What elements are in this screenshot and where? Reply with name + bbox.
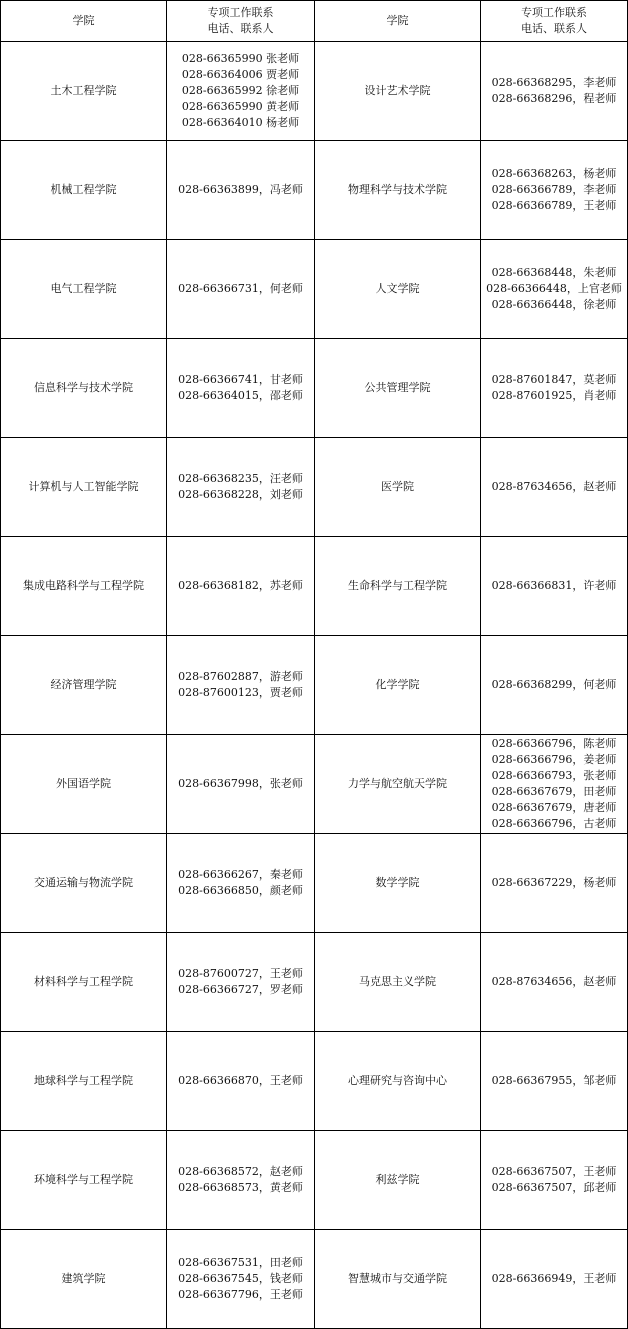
college-name-cell: 化学学院 xyxy=(315,636,481,735)
contact-cell xyxy=(167,735,315,834)
contact-line: 028-87602887，游老师 xyxy=(178,670,303,683)
contact-cell xyxy=(481,339,628,438)
header-contact-line2: 电话、联系人 xyxy=(207,22,274,35)
contact-cell xyxy=(167,636,315,735)
contact-cell xyxy=(167,933,315,1032)
college-name-cell: 生命科学与工程学院 xyxy=(315,537,481,636)
college-name-cell: 外国语学院 xyxy=(1,735,167,834)
contact-cell xyxy=(167,1032,315,1131)
college-name-cell: 经济管理学院 xyxy=(1,636,167,735)
contact-line: 028-66365990 黄老师 xyxy=(181,100,300,113)
college-name-cell: 公共管理学院 xyxy=(315,339,481,438)
contact-line: 028-87601925，肖老师 xyxy=(491,389,617,402)
contact-cell xyxy=(481,1230,628,1329)
contact-line: 028-66366949，王老师 xyxy=(491,1272,617,1285)
table-row xyxy=(1,339,628,438)
table-row xyxy=(1,438,628,537)
contact-line: 028-66366789，李老师 xyxy=(491,183,617,196)
contact-line: 028-66366267，秦老师 xyxy=(178,868,303,881)
contact-cell xyxy=(481,1131,628,1230)
table-row xyxy=(1,933,628,1032)
contact-line: 028-66366850，颜老师 xyxy=(178,884,303,897)
contact-line: 028-66367545，钱老师 xyxy=(178,1272,303,1285)
header-contact-line1: 专项工作联系 xyxy=(207,6,274,19)
contact-line: 028-66366870，王老师 xyxy=(178,1074,303,1087)
college-name-cell: 力学与航空航天学院 xyxy=(315,735,481,834)
contact-cell xyxy=(167,537,315,636)
college-name-cell: 医学院 xyxy=(315,438,481,537)
contact-cell xyxy=(167,438,315,537)
table-row xyxy=(1,537,628,636)
header-contact-line1: 专项工作联系 xyxy=(521,6,587,19)
contact-cell xyxy=(481,735,628,834)
college-name-cell: 环境科学与工程学院 xyxy=(1,1131,167,1230)
header-college: 学院 xyxy=(315,1,481,42)
contact-line: 028-66367679，田老师 xyxy=(491,785,617,798)
header-row xyxy=(1,1,628,42)
contact-line: 028-66368228，刘老师 xyxy=(178,488,303,501)
header-contact xyxy=(481,1,628,42)
college-name-cell: 建筑学院 xyxy=(1,1230,167,1329)
contact-line: 028-66368448，朱老师 xyxy=(491,266,617,279)
contact-line: 028-66366796，姜老师 xyxy=(491,753,617,766)
table-row xyxy=(1,1230,628,1329)
college-name-cell: 数学学院 xyxy=(315,834,481,933)
college-name-cell: 交通运输与物流学院 xyxy=(1,834,167,933)
college-name-cell: 马克思主义学院 xyxy=(315,933,481,1032)
college-name-cell: 集成电路科学与工程学院 xyxy=(1,537,167,636)
contact-line: 028-66367955，邹老师 xyxy=(491,1074,617,1087)
contact-line: 028-66368299，何老师 xyxy=(491,678,617,691)
contact-cell xyxy=(481,834,628,933)
table-row xyxy=(1,735,628,834)
contact-line: 028-87634656，赵老师 xyxy=(491,480,617,493)
header-contact-line2: 电话、联系人 xyxy=(521,22,587,35)
contact-line: 028-87600123，贾老师 xyxy=(178,686,303,699)
contact-line: 028-66366731，何老师 xyxy=(178,282,303,295)
contact-line: 028-66365992 徐老师 xyxy=(181,84,300,97)
college-name-cell: 地球科学与工程学院 xyxy=(1,1032,167,1131)
contact-cell xyxy=(481,42,628,141)
contact-line: 028-66368263，杨老师 xyxy=(491,167,617,180)
contact-line: 028-87601847，莫老师 xyxy=(491,373,617,386)
contact-line: 028-66366448，上官老师 xyxy=(486,282,622,295)
contact-line: 028-66366741，甘老师 xyxy=(178,373,303,386)
college-name-cell: 人文学院 xyxy=(315,240,481,339)
college-name-cell: 土木工程学院 xyxy=(1,42,167,141)
contact-line: 028-66366789，王老师 xyxy=(491,199,617,212)
college-name-cell: 设计艺术学院 xyxy=(315,42,481,141)
contact-cell xyxy=(481,438,628,537)
contact-line: 028-66367229，杨老师 xyxy=(491,876,617,889)
table-row xyxy=(1,834,628,933)
college-name-cell: 机械工程学院 xyxy=(1,141,167,240)
contact-line: 028-66364010 杨老师 xyxy=(181,116,300,129)
contact-line: 028-66368296，程老师 xyxy=(491,92,617,105)
contact-cell xyxy=(167,141,315,240)
contact-line: 028-66366831，许老师 xyxy=(491,579,617,592)
contact-line: 028-66366727，罗老师 xyxy=(178,983,303,996)
college-name-cell: 材料科学与工程学院 xyxy=(1,933,167,1032)
table-row xyxy=(1,141,628,240)
college-name-cell: 计算机与人工智能学院 xyxy=(1,438,167,537)
contact-cell xyxy=(481,636,628,735)
contact-cell xyxy=(167,240,315,339)
contact-cell xyxy=(167,1131,315,1230)
contact-line: 028-66366793，张老师 xyxy=(491,769,617,782)
header-contact xyxy=(167,1,315,42)
contact-line: 028-66366448，徐老师 xyxy=(491,298,617,311)
contact-line: 028-66367998，张老师 xyxy=(178,777,303,790)
contact-line: 028-66368182，苏老师 xyxy=(178,579,303,592)
contact-line: 028-66365990 张老师 xyxy=(181,52,300,65)
contact-line: 028-66368235，汪老师 xyxy=(178,472,303,485)
contact-line: 028-66367507，王老师 xyxy=(491,1165,617,1178)
contact-cell xyxy=(481,240,628,339)
college-name-cell: 心理研究与咨询中心 xyxy=(315,1032,481,1131)
contact-line: 028-66366796，古老师 xyxy=(491,817,617,830)
contact-line: 028-66368295，李老师 xyxy=(491,76,617,89)
contact-line: 028-66366796，陈老师 xyxy=(491,737,617,750)
table-row xyxy=(1,240,628,339)
contact-line: 028-66367679，唐老师 xyxy=(491,801,617,814)
contact-line: 028-66367796，王老师 xyxy=(178,1288,303,1301)
table-row xyxy=(1,1131,628,1230)
table-row xyxy=(1,636,628,735)
contact-line: 028-66364006 贾老师 xyxy=(181,68,300,81)
contact-line: 028-66368573，黄老师 xyxy=(178,1181,303,1194)
header-college: 学院 xyxy=(1,1,167,42)
contact-cell xyxy=(481,1032,628,1131)
contact-line: 028-66368572，赵老师 xyxy=(178,1165,303,1178)
contact-line: 028-66367507，邱老师 xyxy=(491,1181,617,1194)
contact-cell xyxy=(481,537,628,636)
college-name-cell: 物理科学与技术学院 xyxy=(315,141,481,240)
college-name-cell: 智慧城市与交通学院 xyxy=(315,1230,481,1329)
contact-line: 028-87600727，王老师 xyxy=(178,967,303,980)
table-row xyxy=(1,42,628,141)
contact-cell xyxy=(481,141,628,240)
contact-line: 028-66364015，邵老师 xyxy=(178,389,303,402)
college-name-cell: 利兹学院 xyxy=(315,1131,481,1230)
contact-cell xyxy=(167,1230,315,1329)
contact-line: 028-87634656，赵老师 xyxy=(491,975,617,988)
college-name-cell: 电气工程学院 xyxy=(1,240,167,339)
contact-cell xyxy=(167,834,315,933)
contact-cell xyxy=(167,339,315,438)
contact-cell xyxy=(167,42,315,141)
contact-line: 028-66363899，冯老师 xyxy=(178,183,303,196)
college-name-cell: 信息科学与技术学院 xyxy=(1,339,167,438)
contact-cell xyxy=(481,933,628,1032)
contact-line: 028-66367531，田老师 xyxy=(178,1256,303,1269)
table-row xyxy=(1,1032,628,1131)
